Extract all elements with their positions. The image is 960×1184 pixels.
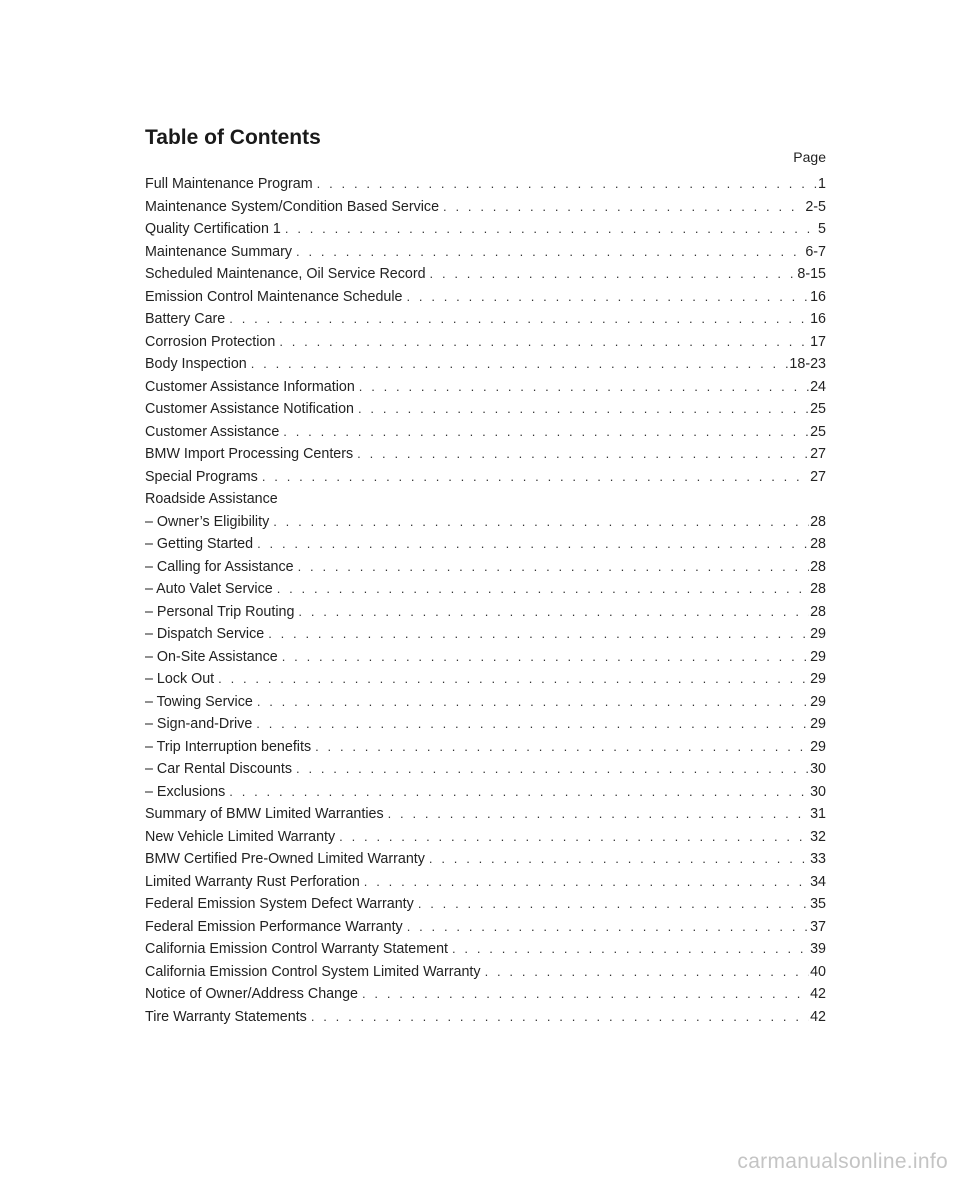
dot-leader bbox=[315, 736, 809, 759]
toc-entry-page: 28 bbox=[810, 581, 826, 597]
toc-entry-title: Body Inspection bbox=[145, 356, 247, 372]
toc-entry-page: 25 bbox=[810, 423, 826, 440]
dot-leader bbox=[406, 286, 809, 309]
toc-entry[interactable] bbox=[145, 803, 826, 826]
toc-entry-page: 33 bbox=[810, 851, 826, 867]
dot-leader bbox=[362, 983, 809, 1006]
dot-leader bbox=[430, 263, 797, 286]
toc-entry-title: – Sign-and-Drive bbox=[145, 716, 253, 732]
dot-leader bbox=[359, 376, 809, 399]
toc-entry-title: Tire Warranty Statements bbox=[145, 1008, 307, 1025]
toc-entry[interactable] bbox=[145, 263, 826, 286]
toc-entry[interactable] bbox=[145, 938, 826, 961]
dot-leader bbox=[296, 758, 809, 781]
toc-entry-title: Customer Assistance Information bbox=[145, 378, 355, 395]
toc-entry[interactable] bbox=[145, 736, 826, 759]
toc-entry-title: – Auto Valet Service bbox=[145, 581, 273, 597]
toc-entry-page: 8-15 bbox=[797, 266, 826, 282]
toc-entry-page: 28 bbox=[810, 603, 826, 620]
dot-leader bbox=[429, 848, 809, 871]
toc-entry-page: 2-5 bbox=[805, 198, 826, 215]
dot-leader bbox=[364, 871, 809, 894]
toc-entry-title: – Towing Service bbox=[145, 693, 253, 710]
toc-entry-title: Maintenance System/Condition Based Service bbox=[145, 198, 440, 215]
toc-entry[interactable] bbox=[145, 421, 826, 444]
page-column-header: Page bbox=[793, 149, 826, 165]
toc-entry-page: 32 bbox=[810, 828, 826, 845]
toc-entry[interactable] bbox=[145, 443, 826, 466]
dot-leader bbox=[273, 511, 809, 534]
toc-entry[interactable] bbox=[145, 1006, 826, 1029]
toc-entry-title: – Calling for Assistance bbox=[145, 558, 294, 575]
toc-entry-page: 28 bbox=[810, 558, 826, 575]
toc-entry[interactable] bbox=[145, 668, 826, 691]
toc-entry-page: 40 bbox=[810, 963, 826, 980]
toc-entry-title: Corrosion Protection bbox=[145, 333, 276, 350]
toc-entry[interactable] bbox=[145, 308, 826, 331]
toc-entry[interactable] bbox=[145, 893, 826, 916]
toc-entry-title: – Exclusions bbox=[145, 783, 226, 800]
toc-entry-title: Special Programs bbox=[145, 468, 258, 485]
dot-leader bbox=[229, 781, 809, 804]
dot-leader bbox=[388, 803, 810, 826]
toc-entry[interactable] bbox=[145, 556, 826, 579]
toc-entry-page: 29 bbox=[810, 693, 826, 710]
dot-leader bbox=[256, 713, 809, 736]
toc-entry-title: – Lock Out bbox=[145, 671, 215, 687]
toc-entry[interactable] bbox=[145, 286, 826, 309]
toc-entry-page: 29 bbox=[810, 671, 826, 687]
toc-entry-title: – Owner’s Eligibility bbox=[145, 513, 270, 530]
toc-entry-title: – On-Site Assistance bbox=[145, 648, 278, 665]
dot-leader bbox=[277, 578, 809, 601]
toc-entry-title: New Vehicle Limited Warranty bbox=[145, 828, 336, 845]
toc-entry[interactable] bbox=[145, 398, 826, 421]
toc-entry-title: California Emission Control Warranty Statement bbox=[145, 941, 448, 957]
toc-entry-title: Quality Certification 1 bbox=[145, 221, 281, 237]
toc-entry[interactable] bbox=[145, 533, 826, 556]
toc-entry-page: 29 bbox=[810, 626, 826, 642]
toc-entry-title: Summary of BMW Limited Warranties bbox=[145, 806, 384, 822]
toc-entry-page: 31 bbox=[810, 806, 826, 822]
dot-leader bbox=[262, 466, 809, 489]
toc-entry[interactable] bbox=[145, 871, 826, 894]
toc-entry-title: Limited Warranty Rust Perforation bbox=[145, 873, 360, 890]
toc-entry[interactable] bbox=[145, 353, 826, 376]
toc-entry[interactable] bbox=[145, 758, 826, 781]
toc-entry-title: – Dispatch Service bbox=[145, 626, 265, 642]
toc-entry[interactable] bbox=[145, 578, 826, 601]
toc-entry-title: Customer Assistance bbox=[145, 423, 280, 440]
toc-entry[interactable] bbox=[145, 376, 826, 399]
dot-leader bbox=[452, 938, 809, 961]
dot-leader bbox=[257, 691, 809, 714]
toc-entry[interactable] bbox=[145, 601, 826, 624]
toc-entry-title: – Car Rental Discounts bbox=[145, 761, 293, 777]
toc-entry-title: Notice of Owner/Address Change bbox=[145, 986, 358, 1002]
dot-leader bbox=[357, 443, 809, 466]
dot-leader bbox=[485, 961, 810, 984]
toc-entry[interactable] bbox=[145, 331, 826, 354]
toc-entry-title: Customer Assistance Notification bbox=[145, 401, 354, 417]
toc-entry[interactable] bbox=[145, 916, 826, 939]
toc-entry[interactable] bbox=[145, 713, 826, 736]
toc-entry-page: 29 bbox=[810, 648, 826, 665]
dot-leader bbox=[418, 893, 809, 916]
toc-entry[interactable] bbox=[145, 781, 826, 804]
toc-entry-title: Scheduled Maintenance, Oil Service Record bbox=[145, 266, 426, 282]
toc-entry-page: 29 bbox=[810, 738, 826, 755]
toc-entry[interactable] bbox=[145, 196, 826, 219]
dot-leader bbox=[317, 173, 817, 196]
dot-leader bbox=[339, 826, 809, 849]
toc-entry-page: 42 bbox=[810, 1008, 826, 1025]
toc-entry-page: 34 bbox=[810, 873, 826, 890]
toc-entry-title: – Getting Started bbox=[145, 536, 254, 552]
toc-entry-title: California Emission Control System Limited Warranty bbox=[145, 963, 481, 980]
toc-entry-title: – Personal Trip Routing bbox=[145, 603, 295, 620]
toc-entry-page: 28 bbox=[810, 536, 826, 552]
toc-entry[interactable] bbox=[145, 511, 826, 534]
toc-entry-title: Emission Control Maintenance Schedule bbox=[145, 288, 403, 305]
dot-leader bbox=[229, 308, 809, 331]
toc-entry[interactable] bbox=[145, 466, 826, 489]
toc-entry-title: BMW Certified Pre-Owned Limited Warranty bbox=[145, 851, 425, 867]
toc-entry-page: 5 bbox=[818, 221, 826, 237]
toc-entry-title: Battery Care bbox=[145, 311, 226, 327]
toc-entry-page: 27 bbox=[810, 468, 826, 485]
toc-entry-page: 30 bbox=[810, 761, 826, 777]
toc-entry-page: 37 bbox=[810, 918, 826, 935]
toc-entry-page: 1 bbox=[818, 176, 826, 192]
toc-title: Table of Contents bbox=[145, 126, 321, 149]
toc-entry-title: BMW Import Processing Centers bbox=[145, 446, 354, 462]
toc-section-heading[interactable] bbox=[145, 488, 826, 511]
dot-leader bbox=[298, 601, 809, 624]
toc-entry-page: 27 bbox=[810, 446, 826, 462]
toc-entry[interactable] bbox=[145, 848, 826, 871]
toc-entry-page: 25 bbox=[810, 401, 826, 417]
table-of-contents bbox=[145, 124, 826, 1028]
toc-entry-page: 35 bbox=[810, 896, 826, 912]
toc-entry[interactable] bbox=[145, 218, 826, 241]
toc-entry-page: 16 bbox=[810, 311, 826, 327]
watermark-text: carmanualsonline.info bbox=[737, 1150, 948, 1173]
toc-entry-list bbox=[145, 173, 826, 1028]
dot-leader bbox=[268, 623, 809, 646]
toc-entry[interactable] bbox=[145, 241, 826, 264]
dot-leader bbox=[296, 241, 804, 264]
dot-leader bbox=[443, 196, 804, 219]
toc-entry-title: Federal Emission Performance Warranty bbox=[145, 918, 403, 935]
toc-entry-page: 30 bbox=[810, 783, 826, 800]
toc-entry-title: Full Maintenance Program bbox=[145, 176, 313, 192]
toc-entry[interactable] bbox=[145, 691, 826, 714]
toc-entry-page: 42 bbox=[810, 986, 826, 1002]
toc-entry-title: Maintenance Summary bbox=[145, 243, 293, 260]
toc-entry-page: 6-7 bbox=[805, 243, 826, 260]
dot-leader bbox=[298, 556, 809, 579]
toc-entry[interactable] bbox=[145, 983, 826, 1006]
toc-entry-title: – Trip Interruption benefits bbox=[145, 738, 312, 755]
toc-entry[interactable] bbox=[145, 826, 826, 849]
toc-entry-page: 24 bbox=[810, 378, 826, 395]
toc-entry[interactable] bbox=[145, 961, 826, 984]
toc-entry-page: 39 bbox=[810, 941, 826, 957]
toc-entry-page: 17 bbox=[810, 333, 826, 350]
dot-leader bbox=[257, 533, 809, 556]
toc-entry-page: 29 bbox=[810, 716, 826, 732]
toc-entry-page: 28 bbox=[810, 513, 826, 530]
dot-leader bbox=[282, 646, 809, 669]
toc-entry[interactable] bbox=[145, 173, 826, 196]
toc-entry[interactable] bbox=[145, 623, 826, 646]
toc-entry-title: Federal Emission System Defect Warranty bbox=[145, 896, 414, 912]
dot-leader bbox=[358, 398, 809, 421]
dot-leader bbox=[251, 353, 789, 376]
dot-leader bbox=[285, 218, 817, 241]
toc-entry-title: Roadside Assistance bbox=[145, 491, 278, 507]
toc-entry-page: 18-23 bbox=[789, 356, 826, 372]
toc-entry[interactable] bbox=[145, 646, 826, 669]
dot-leader bbox=[283, 421, 809, 444]
toc-entry-page: 16 bbox=[810, 288, 826, 305]
dot-leader bbox=[279, 331, 809, 354]
dot-leader bbox=[407, 916, 809, 939]
dot-leader bbox=[311, 1006, 809, 1029]
dot-leader bbox=[218, 668, 809, 691]
